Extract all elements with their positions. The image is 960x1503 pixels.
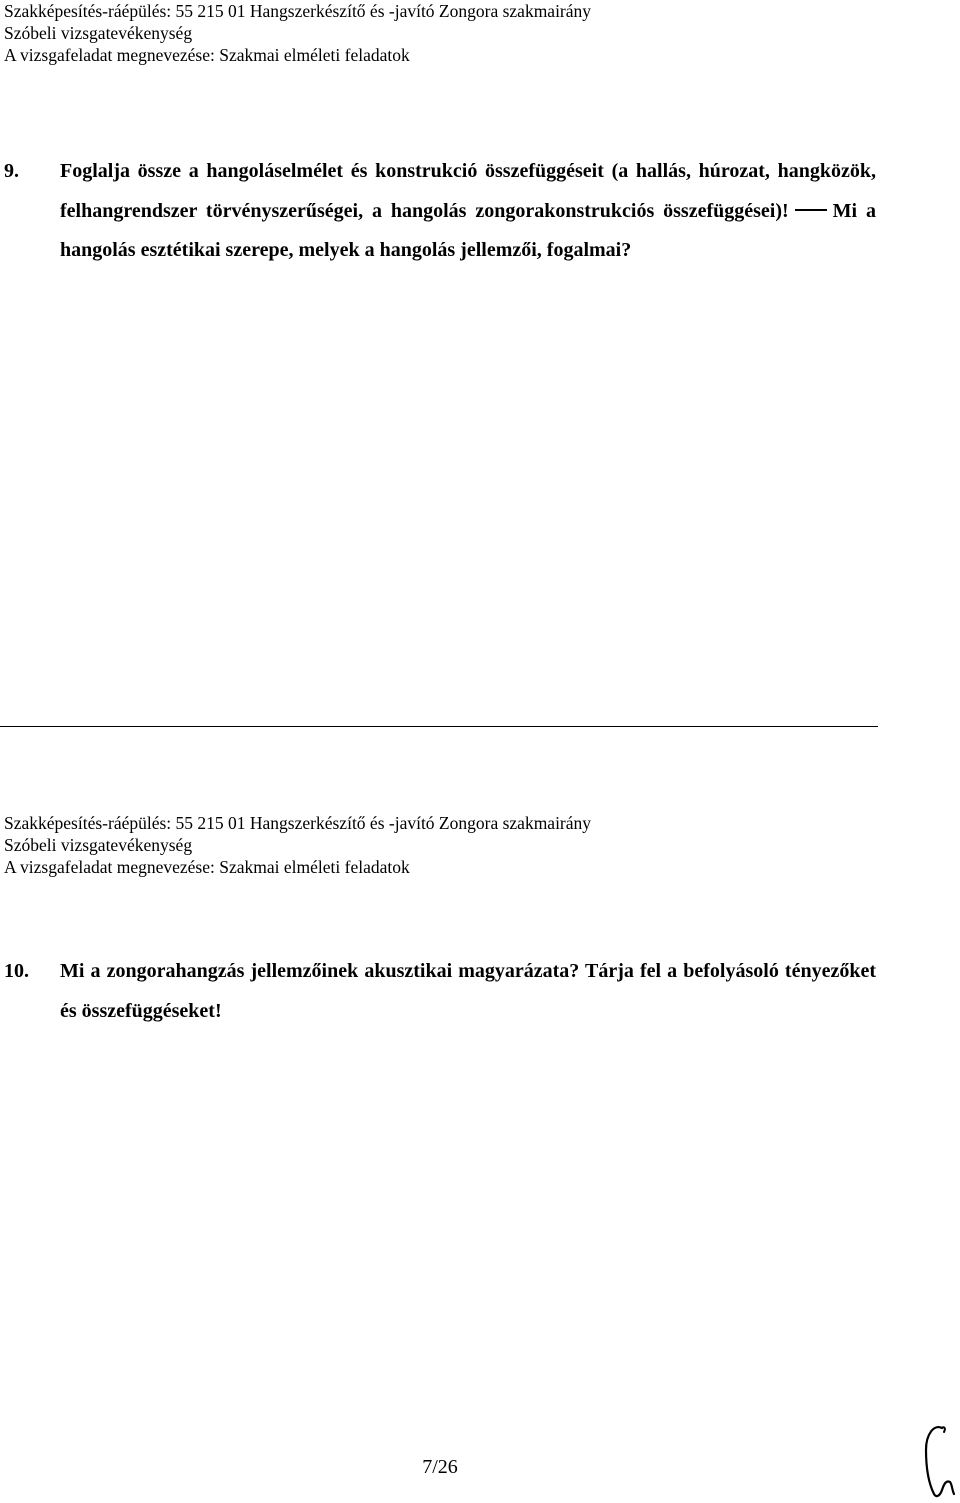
question-text bbox=[60, 152, 876, 271]
header-qualification: Szakképesítés-ráépülés: 55 215 01 Hangszerkészítő és -javító Zongora szakmairány bbox=[4, 1, 592, 21]
signature-mark bbox=[912, 1420, 958, 1500]
question-number: 9. bbox=[4, 160, 19, 182]
question-text: Mi a zongorahangzás jellemzőinek akusztikai magyarázata? Tárja fel a befolyásoló tényezőket és összefüggéseket! bbox=[60, 960, 876, 1022]
question-number: 10. bbox=[4, 960, 29, 982]
divider-line bbox=[0, 726, 878, 727]
header-task-name: A vizsgafeladat megnevezése: Szakmai elméleti feladatok bbox=[4, 857, 410, 877]
question-9 bbox=[4, 152, 876, 271]
page-number: 7/26 bbox=[422, 1456, 458, 1478]
header-activity: Szóbeli vizsgatevékenység bbox=[4, 835, 193, 855]
header-task-name: A vizsgafeladat megnevezése: Szakmai elméleti feladatok bbox=[4, 45, 410, 65]
header-qualification: Szakképesítés-ráépülés: 55 215 01 Hangszerkészítő és -javító Zongora szakmairány bbox=[4, 813, 592, 833]
question-text-part2: Mi a hangolás esztétikai szerepe, melyek a hangolás jellemzői, fogalmai? bbox=[60, 199, 876, 261]
question-text-part1: Foglalja össze a hangoláselmélet és konstrukció összefüggéseit (a hallás, húrozat, hangközök, felhangrendszer törvényszerűségei, a hangolás zongorakonstrukciós összefüggései)! bbox=[60, 160, 876, 222]
header-activity: Szóbeli vizsgatevékenység bbox=[4, 23, 193, 43]
page-header-repeat bbox=[4, 812, 591, 878]
em-dash-separator bbox=[795, 209, 827, 211]
page-header bbox=[4, 0, 591, 66]
question-10 bbox=[4, 952, 876, 1031]
